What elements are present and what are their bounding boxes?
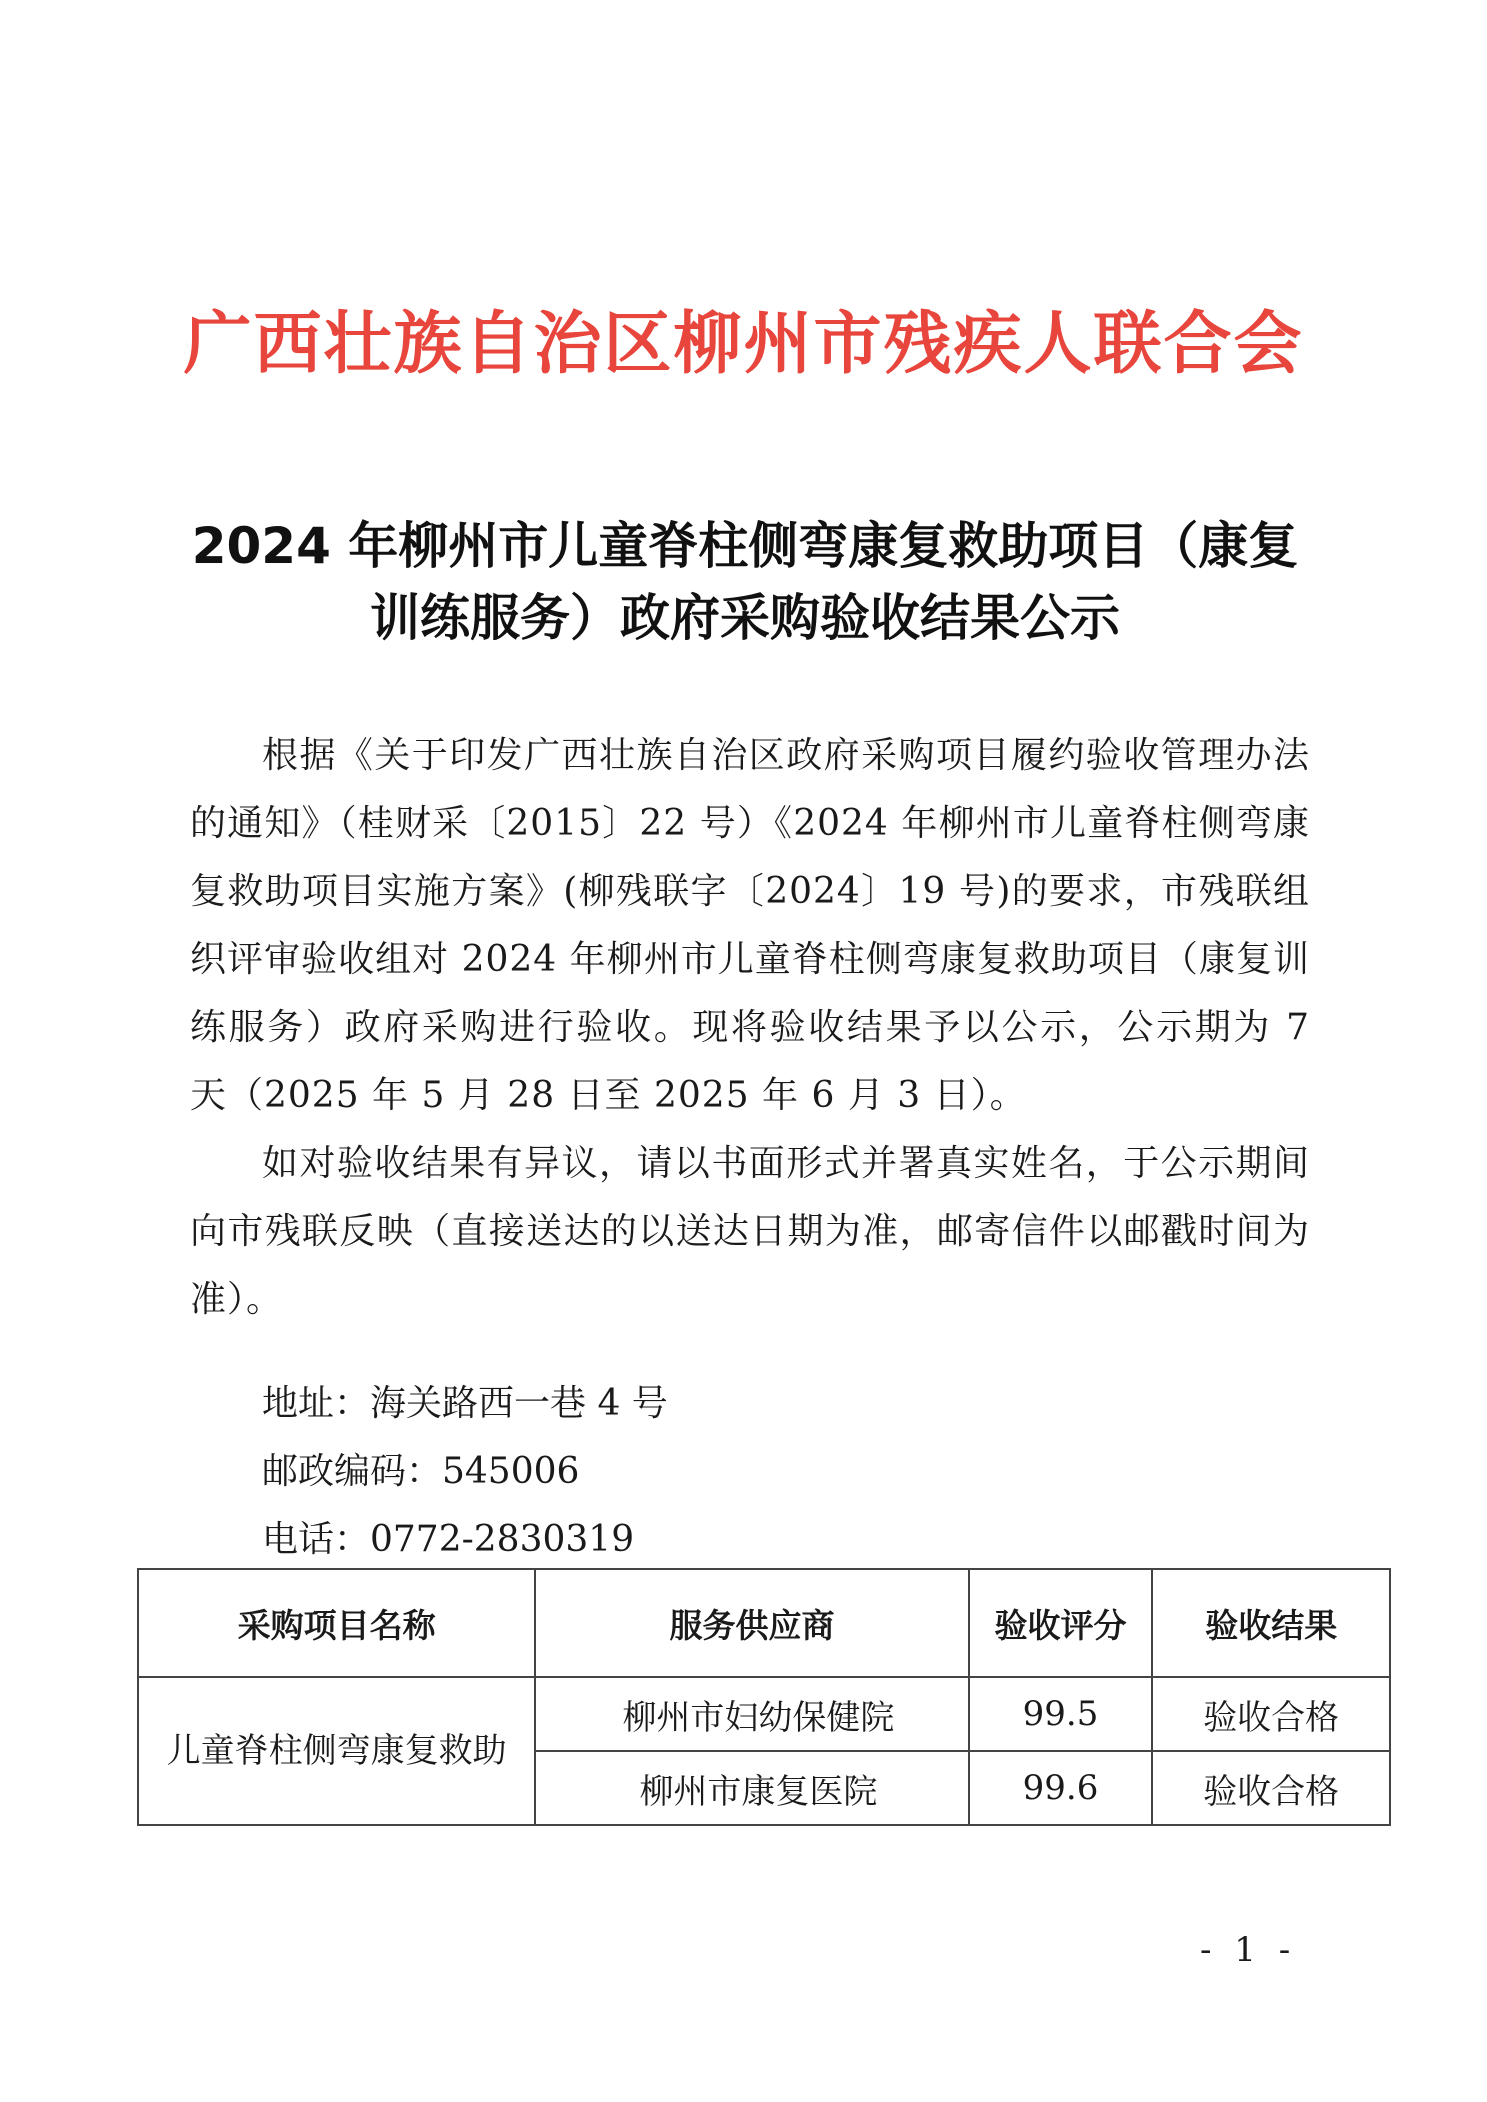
contact-info <box>262 1370 668 1574</box>
paragraph-text-1: 根据《关于印发广西壮族自治区政府采购项目履约验收管理办法的通知》（桂财采〔2015〕22 号）《2024 年柳州市儿童脊柱侧弯康复救助项目实施方案》(柳残联字〔2024〕19 号)的要求，市残联组织评审验收组对 2024 年柳州市儿童脊柱侧弯康复救助项目（康复训练服务）政府采购进行验收。现将验收结果予以公示，公示期为 7 天（2025 年 5 月 28 日至 2025 年 6 月 3 日）。 <box>190 735 1310 1116</box>
header-score: 验收评分 <box>969 1569 1153 1677</box>
title-line-1: 2024 年柳州市儿童脊柱侧弯康复救助项目（康复 <box>191 517 1299 575</box>
result-cell: 验收合格 <box>1152 1677 1390 1751</box>
header-supplier: 服务供应商 <box>535 1569 968 1677</box>
score-cell: 99.6 <box>969 1751 1153 1825</box>
supplier-cell: 柳州市妇幼保健院 <box>535 1677 968 1751</box>
page-number: - 1 - <box>1200 1930 1297 1970</box>
body-paragraph-1 <box>190 722 1310 1130</box>
supplier-cell: 柳州市康复医院 <box>535 1751 968 1825</box>
table-row <box>138 1677 1390 1751</box>
contact-address: 地址：海关路西一巷 4 号 <box>262 1383 668 1424</box>
letterhead: 广西壮族自治区柳州市残疾人联合会 <box>183 305 1304 384</box>
results-table <box>137 1568 1391 1826</box>
score-cell: 99.5 <box>969 1677 1153 1751</box>
project-name-cell: 儿童脊柱侧弯康复救助 <box>138 1677 535 1825</box>
document-title <box>130 510 1360 654</box>
table-header-row <box>138 1569 1390 1677</box>
header-result: 验收结果 <box>1152 1569 1390 1677</box>
paragraph-text-2: 如对验收结果有异议，请以书面形式并署真实姓名，于公示期间向市残联反映（直接送达的以送达日期为准，邮寄信件以邮戳时间为准）。 <box>190 1143 1310 1320</box>
contact-postcode: 邮政编码：545006 <box>262 1451 580 1492</box>
header-project-name: 采购项目名称 <box>138 1569 535 1677</box>
result-cell: 验收合格 <box>1152 1751 1390 1825</box>
title-line-2: 训练服务）政府采购验收结果公示 <box>370 589 1120 647</box>
contact-phone: 电话：0772-2830319 <box>262 1519 635 1560</box>
body-paragraph-2 <box>190 1130 1310 1334</box>
